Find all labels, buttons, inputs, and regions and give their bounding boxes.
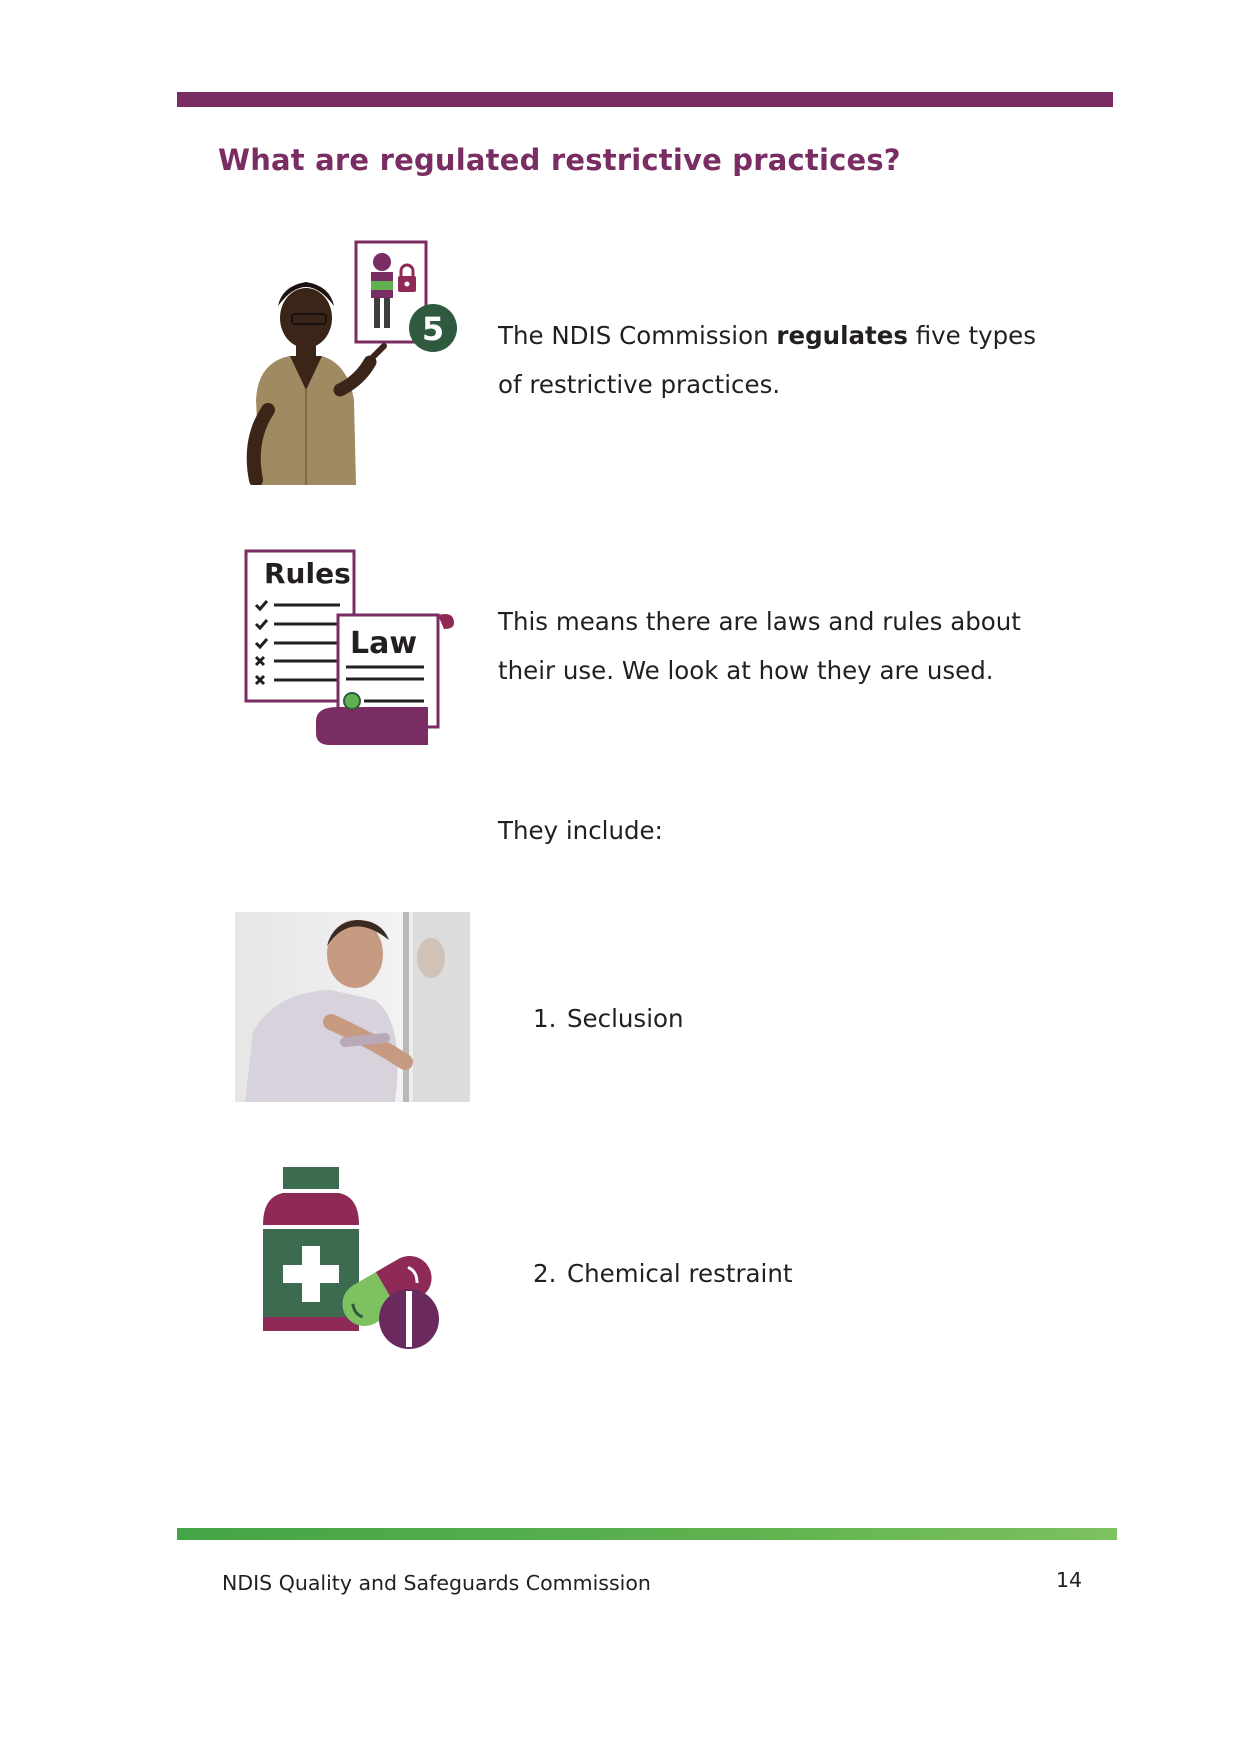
page-number: 14	[1056, 1568, 1083, 1592]
regulates-emphasis: regulates	[776, 321, 908, 350]
count-badge: 5	[421, 310, 445, 348]
rules-law-icon	[244, 549, 462, 749]
rules-label: Rules	[264, 557, 351, 590]
page-title: What are regulated restrictive practices?	[218, 143, 901, 177]
presenter-illustration	[244, 240, 466, 485]
list-item: 1. Seclusion	[533, 1004, 684, 1033]
laws-paragraph: This means there are laws and rules about their use. We look at how they are used.	[498, 607, 1021, 685]
law-label: Law	[350, 626, 418, 661]
header-divider-bar	[177, 92, 1113, 107]
list-intro: They include:	[498, 816, 663, 845]
footer-organisation: NDIS Quality and Safeguards Commission	[222, 1571, 651, 1595]
list-item: 2. Chemical restraint	[533, 1259, 793, 1288]
medication-icon	[263, 1167, 447, 1357]
seclusion-photo	[235, 912, 470, 1102]
footer-divider-bar	[177, 1528, 1117, 1540]
regulates-paragraph: The NDIS Commission regulates five types of restrictive practices.	[498, 321, 1036, 399]
